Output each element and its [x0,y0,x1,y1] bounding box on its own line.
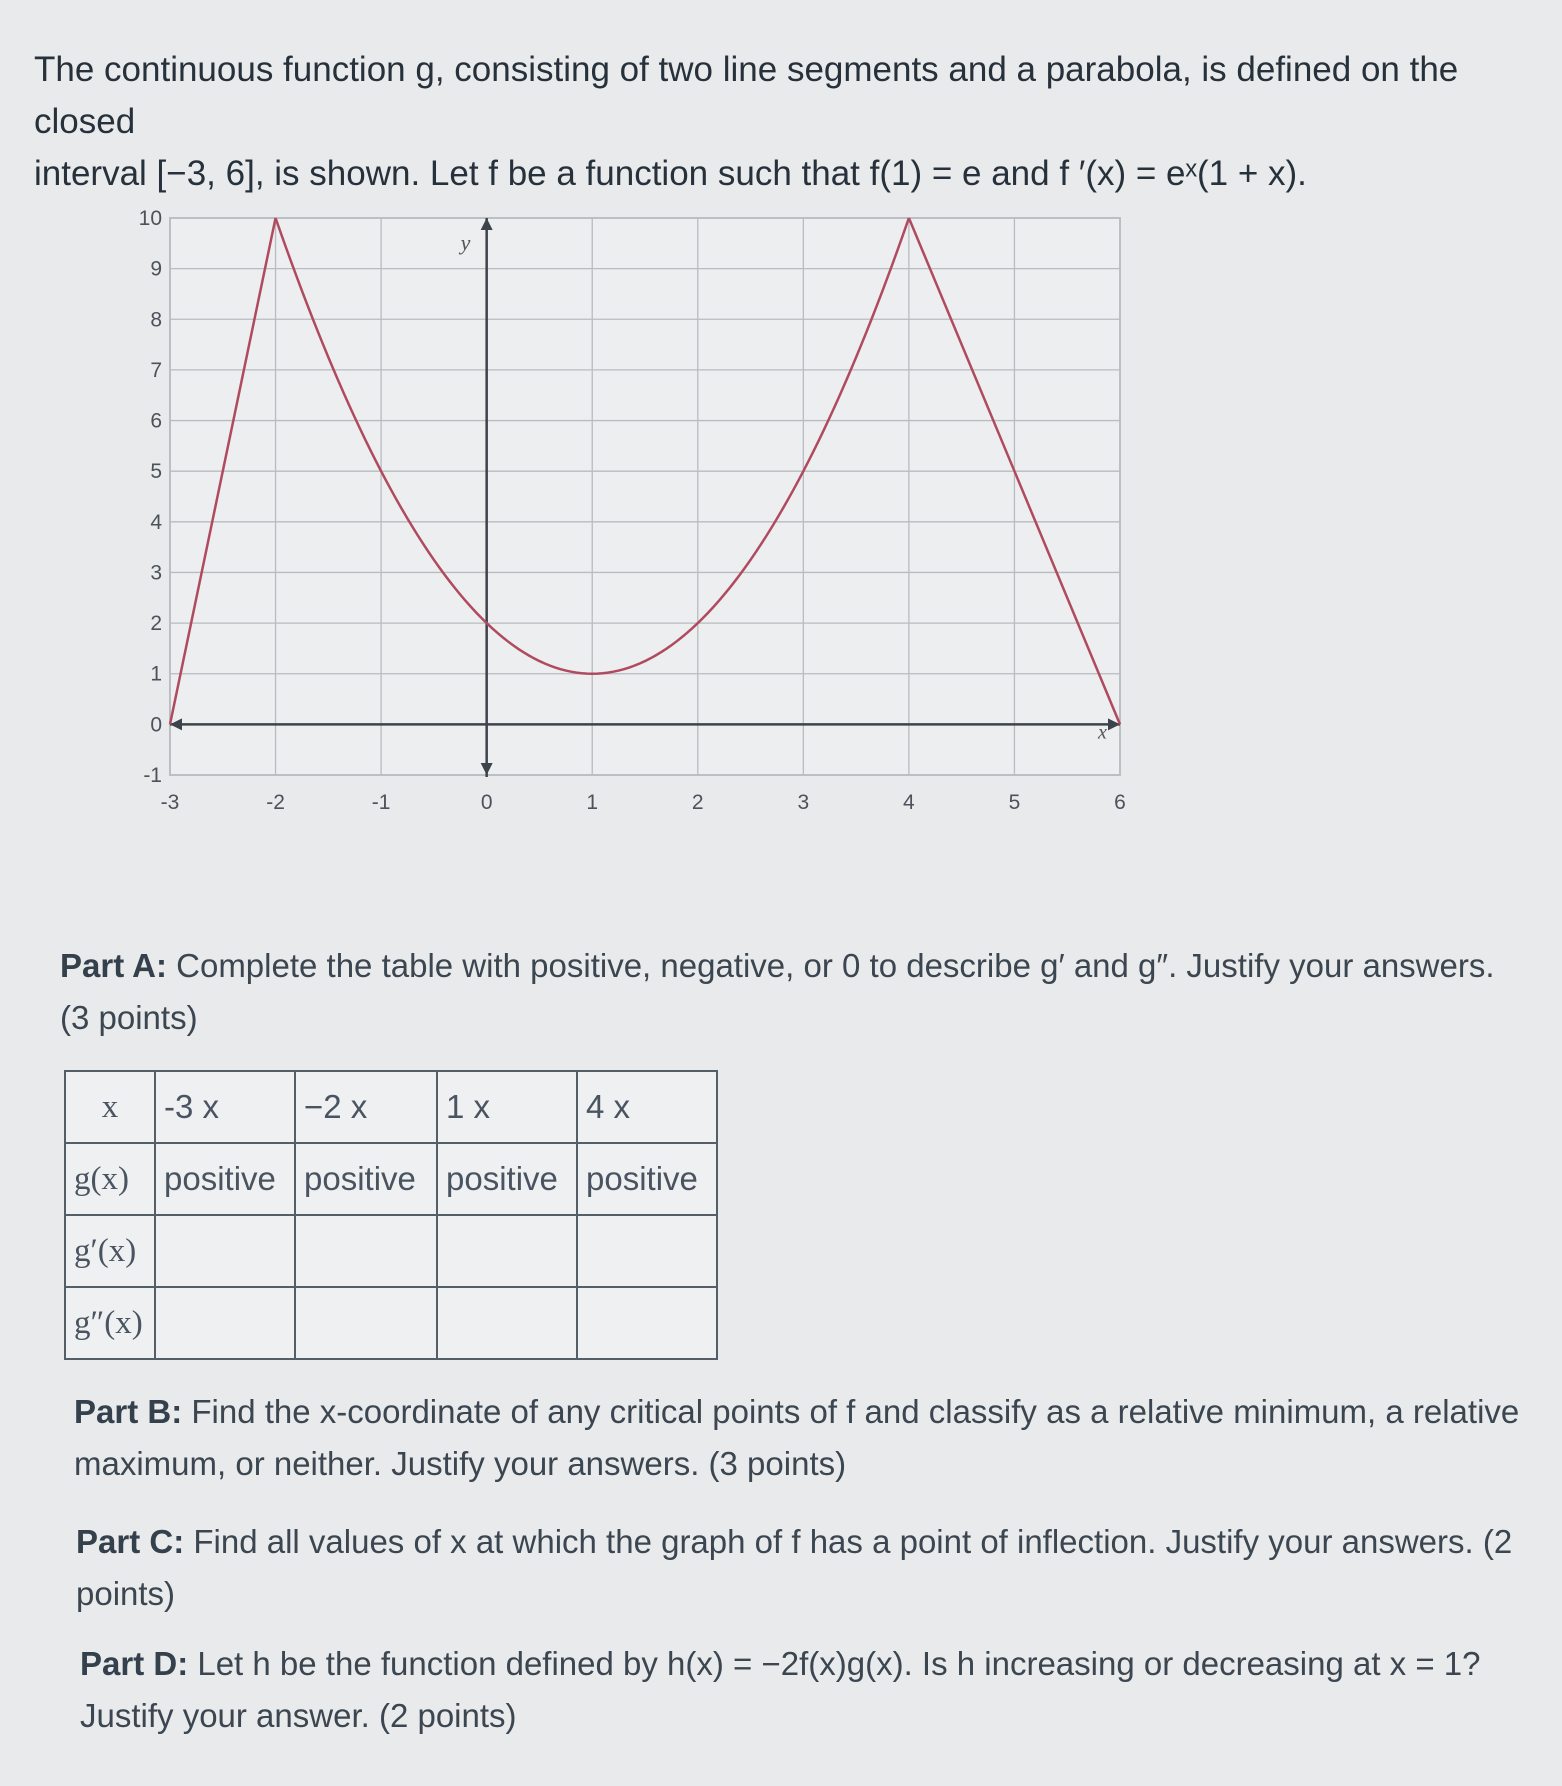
x-tick-label: 5 [1008,791,1021,814]
table-cell[interactable] [155,1215,295,1287]
part-b-text: Find the x-coordinate of any critical points of f and classify as a relative minimum, a relative maximum, or neither. Justify your answers. (3 points) [74,1393,1520,1482]
part-d [80,1638,1530,1742]
part-a-points: (3 points) [60,999,198,1036]
y-tick-label: 9 [150,257,162,281]
y-tick-label: 1 [150,662,162,686]
table-cell[interactable]: positive [155,1143,295,1215]
y-axis-label: y [460,230,471,255]
x-tick-label: 0 [480,791,493,814]
table-cell[interactable] [155,1287,295,1359]
y-tick-label: 4 [150,510,162,534]
y-tick-label: 6 [150,409,162,433]
y-tick-label: 2 [150,612,162,636]
table-row-g [65,1143,717,1215]
x-tick-label: -3 [160,791,180,814]
header-cell: 1 x [437,1071,577,1143]
header-cell: 4 x [577,1071,717,1143]
header-cell: −2 x [295,1071,437,1143]
table-cell[interactable] [295,1287,437,1359]
problem-intro [34,44,1514,200]
table-cell[interactable] [437,1287,577,1359]
y-tick-label: -1 [143,764,162,787]
table-cell[interactable] [437,1215,577,1287]
header-cell-x: x [65,1071,155,1143]
y-tick-label: 5 [150,460,162,484]
x-tick-label: 1 [586,791,599,814]
table-row-g-prime [65,1215,717,1287]
intro-line-2: interval [−3, 6], is shown. Let f be a function such that f(1) = e and f ′(x) = eˣ(1 + x). [34,154,1307,193]
part-c-label: Part C: [76,1523,185,1560]
plot-frame [170,218,1120,775]
table-cell[interactable]: positive [295,1143,437,1215]
header-cell: -3 x [155,1071,295,1143]
part-c-text: Find all values of x at which the graph of f has a point of inflection. Justify your answers. (2 points) [76,1523,1513,1612]
table-cell[interactable]: positive [437,1143,577,1215]
x-tick-label: -1 [371,791,391,814]
intro-line-1: The continuous function g, consisting of two line segments and a parabola, is defined on the closed [34,50,1459,141]
table-row-g-double-prime [65,1287,717,1359]
row-label-g-prime: g′(x) [65,1215,155,1287]
part-b-label: Part B: [74,1393,183,1430]
y-tick-label: 10 [138,207,162,230]
row-label-g: g(x) [65,1143,155,1215]
x-tick-label: 4 [903,791,915,814]
part-a-label: Part A: [60,947,167,984]
x-tick-label: 6 [1114,791,1126,814]
table-cell[interactable]: positive [577,1143,717,1215]
table-header-row [65,1071,717,1143]
y-tick-label: 3 [150,561,162,585]
x-tick-label: 2 [691,791,704,814]
table-cell[interactable] [577,1215,717,1287]
sign-table [64,1070,718,1360]
row-label-g-double-prime: g″(x) [65,1287,155,1359]
part-a-text: Complete the table with positive, negative, or 0 to describe g′ and g″. Justify your answers. [166,947,1495,984]
table-cell[interactable] [577,1287,717,1359]
part-d-text: Let h be the function defined by h(x) = −2f(x)g(x). Is h increasing or decreasing at x = 1? Justify your answer. (2 points) [80,1645,1481,1734]
graph-of-g [120,200,1180,880]
part-d-label: Part D: [80,1645,189,1682]
y-tick-label: 8 [150,308,162,332]
x-tick-label: 3 [797,791,810,814]
x-tick-label: -2 [266,791,285,814]
y-tick-label: 7 [150,358,162,382]
grid [170,218,1120,775]
x-axis-label: x [1098,721,1107,744]
part-c [76,1516,1526,1620]
part-b [74,1386,1524,1490]
part-a [60,940,1520,1044]
y-tick-label: 0 [150,713,162,737]
table-cell[interactable] [295,1215,437,1287]
